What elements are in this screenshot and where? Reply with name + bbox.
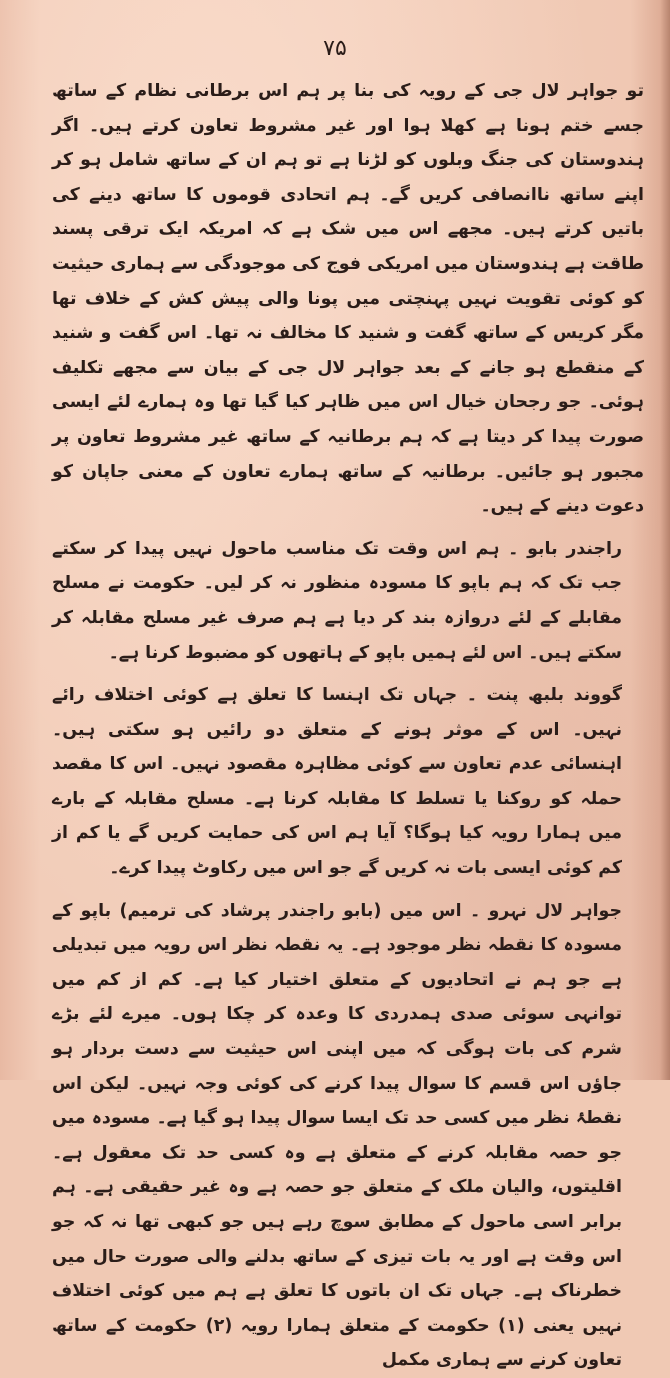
speaker-dash: ۔	[461, 900, 481, 921]
page-edge-shadow	[660, 0, 670, 1080]
paragraph-3	[52, 678, 644, 886]
speaker-name: جواہر لال نہرو	[488, 900, 622, 921]
speaker-dash: ۔	[457, 685, 477, 706]
paragraph-3-text: جہاں تک اہنسا کا تعلق ہے کوئی اختلاف رائے نہیں۔ اس کے موثر ہونے کے متعلق دو رائیں ہو سکتی ہیں۔ اہنسائی عدم تعاون سے کوئی مظاہرہ مقصود نہیں۔ اس کا مقصد حملہ کو روکنا یا تسلط کا مقابلہ کرنا ہے۔ مسلح مقابلہ کے بارے میں ہمارا رویہ کیا ہوگا؟ آیا ہم اس کی حمایت کریں گے یا کم از کم کوئی ایسی بات نہ کریں گے جو اس میں رکاوٹ پیدا کرے۔	[52, 685, 622, 879]
speaker-dash: ۔	[499, 538, 519, 559]
paragraph-4	[52, 894, 644, 1378]
page-body-text	[52, 74, 644, 1378]
speaker-name: راجندر بابو	[527, 538, 622, 559]
paragraph-2-text: ہم اس وقت تک مناسب ماحول نہیں پیدا کر سکتے جب تک کہ ہم باپو کا مسودہ منظور نہ کر لیں۔ حکومت نے مسلح مقابلے کے لئے دروازہ بند کر دیا ہے ہم صرف غیر مسلح مقابلہ کر سکتے ہیں۔ اس لئے ہمیں باپو کے ہاتھوں کو مضبوط کرنا ہے۔	[52, 538, 622, 663]
speaker-name: گووند بلبھ پنت	[486, 685, 622, 706]
paragraph-1	[52, 74, 644, 524]
paragraph-2	[52, 532, 644, 670]
paragraph-1-text: تو جواہر لال جی کے رویہ کی بنا پر ہم اس برطانی نظام کے ساتھ جسے ختم ہونا ہے کھلا ہوا اور غیر مشروط تعاون کرتے ہیں۔ اگر ہندوستان کی جنگ وبلوں کو لڑنا ہے تو ہم ان کے ساتھ شامل ہو کر اپنے ساتھ ناانصافی کریں گے۔ ہم اتحادی قوموں کا ساتھ دینے کی باتیں کرتے ہیں۔ مجھے اس میں شک ہے کہ امریکہ ایک ترقی پسند طاقت ہے ہندوستان میں امریکی فوج کی موجودگی سے ہماری حیثیت کو کوئی تقویت نہیں پہنچتی میں پونا والی پیش کش کے خلاف تھا مگر کریس کے ساتھ گفت و شنید کا مخالف نہ تھا۔ اس گفت و شنید کے منقطع ہو جانے کے بعد جواہر لال جی کے بیان سے مجھے تکلیف ہوئی۔ جو رجحان خیال اس میں ظاہر کیا گیا تھا وہ ہمارے لئے ایسی صورت پیدا کر دیتا ہے کہ ہم برطانیہ کے ساتھ غیر مشروط تعاون پر مجبور ہو جائیں۔ برطانیہ کے ساتھ ہمارے تعاون کے معنی جاپان کو دعوت دینے کے ہیں۔	[52, 81, 644, 517]
paragraph-4-text: اس میں (بابو راجندر پرشاد کی ترمیم) باپو کے مسودہ کا نقطہ نظر موجود ہے۔ یہ نقطہ نظر اس رویہ میں تبدیلی ہے جو ہم نے اتحادیوں کے متعلق اختیار کیا ہے۔ کم از کم میں توانہی سوئی صدی ہمدردی کا وعدہ کر چکا ہوں۔ میرے لئے بڑے شرم کی بات ہوگی کہ میں اپنی اس حیثیت سے دست بردار ہو جاؤں اس قسم کا سوال پیدا کرنے کی کوئی وجہ نہیں۔ لیکن اس نقطۂ نظر میں کسی حد تک ایسا سوال پیدا ہو گیا ہے۔ مسودہ میں جو حصہ مقابلہ کرنے کے متعلق ہے وہ کسی حد تک معقول ہے۔ اقلیتوں، والیان ملک کے متعلق جو حصہ ہے وہ غیر حقیقی ہے۔ ہم برابر اسی ماحول کے مطابق سوچ رہے ہیں جو کبھی تھا نہ کہ جو اس وقت ہے اور یہ بات تیزی کے ساتھ بدلنے والی صورت حال میں خطرناک ہے۔ جہاں تک ان باتوں کا تعلق ہے ہم میں کوئی اختلاف نہیں یعنی (۱) حکومت کے متعلق ہمارا رویہ (۲) حکومت کے ساتھ تعاون کرنے سے ہماری مکمل	[52, 900, 622, 1371]
page-number: ۷۵	[323, 36, 347, 61]
